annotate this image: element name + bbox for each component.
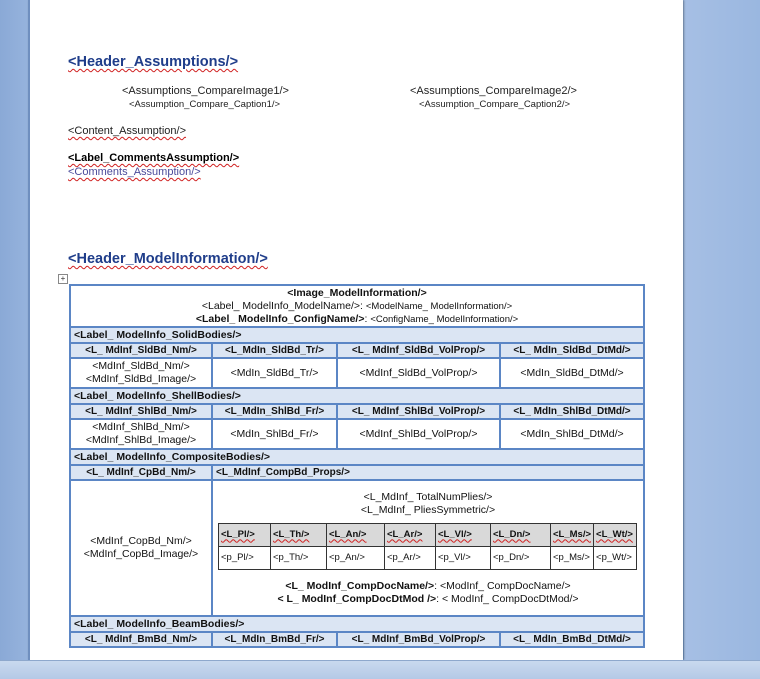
col-header: <L_ MdInf_ShlBd_VolProp/>	[337, 404, 500, 419]
table-cell	[70, 419, 212, 449]
table-cell	[70, 358, 212, 388]
table-cell: <MdIn_ShlBd_DtMd/>	[500, 419, 644, 449]
plies-symmetric: <L_MdInf_ PliesSymmetric/>	[360, 503, 496, 516]
config-name-value: <ConfigName_ ModelInformation/>	[370, 313, 519, 325]
ply-value: <p_Wt/>	[594, 546, 637, 569]
comments-assumption: <Comments_Assumption/>	[68, 166, 201, 178]
model-name-line	[74, 300, 640, 313]
col-header: <L_ MdInf_BmBd_VolProp/>	[337, 632, 500, 647]
comp-doc-name-separator: :	[434, 579, 440, 592]
compare-image1: <Assumptions_CompareImage1/>	[122, 85, 289, 97]
header-assumptions: <Header_Assumptions/>	[68, 54, 239, 70]
ply-value: <p_Ar/>	[385, 546, 436, 569]
comp-doc-name-value: <ModInf_ CompDocName/>	[439, 579, 571, 592]
page-edge	[28, 0, 30, 660]
status-bar	[0, 660, 760, 679]
ply-value: <p_Vl/>	[436, 546, 491, 569]
col-header: <L_MdIn_ShlBd_Fr/>	[212, 404, 337, 419]
ply-header: <L_Wt/>	[594, 523, 637, 546]
ply-value: <p_Pl/>	[219, 546, 271, 569]
table-cell: <MdInf_SldBd_VolProp/>	[337, 358, 500, 388]
compare-caption1: <Assumption_Compare_Caption1/>	[129, 99, 281, 110]
config-name-separator: :	[364, 312, 371, 325]
comp-doc-name-label: <L_ ModInf_CompDocName/>	[285, 579, 435, 592]
table-cell: <MdInf_ShlBd_VolProp/>	[337, 419, 500, 449]
ply-header: <L_Vl/>	[436, 523, 491, 546]
document-page[interactable]	[28, 0, 683, 660]
model-name-label: <Label_ ModelInfo_ModelName/>	[201, 299, 361, 312]
right-margin	[684, 0, 760, 678]
col-header: <L_ MdInf_CpBd_Nm/>	[70, 465, 212, 480]
col-header: <L_MdIn_SldBd_Tr/>	[212, 343, 337, 358]
total-num-plies: <L_MdInf_ TotalNumPlies/>	[363, 490, 493, 503]
ply-header: <L_Th/>	[271, 523, 327, 546]
ply-value: <p_An/>	[327, 546, 385, 569]
col-header: <L_ MdInf_BmBd_Nm/>	[70, 632, 212, 647]
table-move-handle-icon[interactable]: +	[58, 274, 68, 284]
table-cell: <MdIn_SldBd_DtMd/>	[500, 358, 644, 388]
ply-header: <L_Ms/>	[551, 523, 594, 546]
col-header: <L_ MdInf_ShlBd_Nm/>	[70, 404, 212, 419]
col-header: <L_ MdIn_BmBd_DtMd/>	[500, 632, 644, 647]
cell-line: <MdInf_SldBd_Nm/>	[92, 360, 190, 372]
cell-line: <MdInf_CopBd_Image/>	[83, 548, 199, 560]
section-solid-bodies: <Label_ ModelInfo_SolidBodies/>	[70, 327, 644, 343]
comp-doc-dtmod-line	[217, 593, 639, 606]
ply-header: <L_Ar/>	[385, 523, 436, 546]
table-cell: <MdIn_SldBd_Tr/>	[212, 358, 337, 388]
comp-doc-name-line	[217, 580, 639, 593]
table-cell: <MdIn_ShlBd_Fr/>	[212, 419, 337, 449]
comp-doc-dtmod-label: < L_ ModInf_CompDocDtMod />	[277, 592, 437, 605]
ply-value: <p_Ms/>	[551, 546, 594, 569]
col-header: <L_ MdIn_ShlBd_DtMd/>	[500, 404, 644, 419]
cell-line: <MdInf_ShlBd_Nm/>	[92, 421, 190, 433]
col-header: <L_MdInf_CompBd_Props/>	[212, 465, 644, 480]
ply-value: <p_Dn/>	[491, 546, 551, 569]
ply-table	[218, 523, 637, 570]
label-comments-assumption: <Label_CommentsAssumption/>	[68, 152, 240, 164]
composite-props-cell	[212, 480, 644, 616]
model-name-value: <ModelName_ ModelInformation/>	[365, 300, 513, 312]
col-header: <L_ MdIn_SldBd_DtMd/>	[500, 343, 644, 358]
section-composite-bodies: <Label_ ModelInfo_CompositeBodies/>	[70, 449, 644, 465]
config-name-line	[74, 313, 640, 326]
content-assumption: <Content_Assumption/>	[68, 125, 187, 137]
model-info-header-cell	[70, 285, 644, 327]
section-shell-bodies: <Label_ ModelInfo_ShellBodies/>	[70, 388, 644, 404]
ply-header: <L_Dn/>	[491, 523, 551, 546]
cell-line: <MdInf_SldBd_Image/>	[85, 373, 197, 385]
col-header: <L_MdIn_BmBd_Fr/>	[212, 632, 337, 647]
image-model-information: <Image_ModelInformation/>	[287, 286, 427, 299]
cell-line: <MdInf_CopBd_Nm/>	[90, 535, 192, 547]
left-margin	[0, 0, 28, 660]
col-header: <L_ MdInf_SldBd_VolProp/>	[337, 343, 500, 358]
compare-image2: <Assumptions_CompareImage2/>	[410, 85, 577, 97]
ply-header: <L_Pl/>	[219, 523, 271, 546]
model-name-separator: :	[360, 299, 366, 312]
comp-doc-dtmod-value: < ModInf_ CompDocDtMod/>	[441, 592, 579, 605]
section-beam-bodies: <Label_ ModelInfo_BeamBodies/>	[70, 616, 644, 632]
comp-doc-dtmod-separator: :	[436, 592, 442, 605]
ply-header: <L_An/>	[327, 523, 385, 546]
cell-line: <MdInf_ShlBd_Image/>	[85, 434, 197, 446]
col-header: <L_ MdInf_SldBd_Nm/>	[70, 343, 212, 358]
compare-caption2: <Assumption_Compare_Caption2/>	[419, 99, 571, 110]
table-cell	[70, 480, 212, 616]
header-model-information: <Header_ModelInformation/>	[68, 251, 268, 267]
config-name-label: <Label_ ModelInfo_ConfigName/>	[195, 312, 365, 325]
ply-value: <p_Th/>	[271, 546, 327, 569]
model-information-table	[69, 284, 645, 648]
